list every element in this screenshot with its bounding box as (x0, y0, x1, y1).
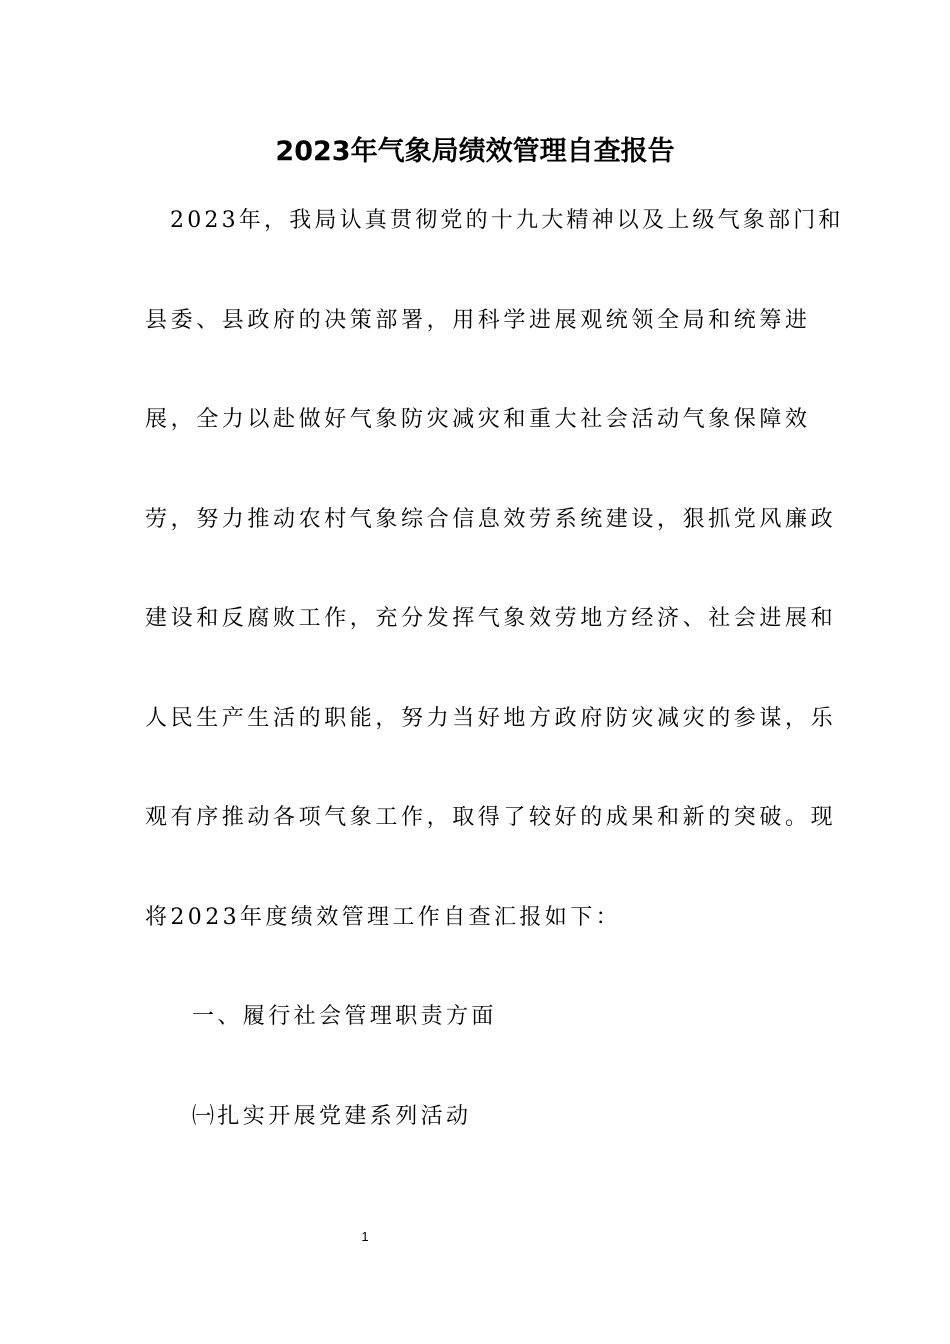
paragraph-line-4: 劳，努力推动农村气象综合信息效劳系统建设，狠抓党风廉政 (145, 507, 837, 532)
paragraph-line-1: 2023年，我局认真贯彻党的十九大精神以及上级气象部门和 (170, 208, 844, 233)
paragraph-line-6: 人民生产生活的职能，努力当好地方政府防灾减灾的参谋，乐 (145, 706, 837, 731)
paragraph-line-3: 展，全力以赴做好气象防灾减灾和重大社会活动气象保障效 (145, 407, 811, 432)
paragraph-line-5: 建设和反腐败工作，充分发挥气象效劳地方经济、社会进展和 (145, 606, 837, 631)
paragraph-line-7: 观有序推动各项气象工作，取得了较好的成果和新的突破。现 (145, 805, 837, 830)
section-heading: 一、履行社会管理职责方面 (192, 1004, 497, 1029)
paragraph-line-8: 将2023年度绩效管理工作自查汇报如下： (145, 905, 621, 930)
page-number: 1 (361, 1229, 369, 1244)
document-title: 2023年气象局绩效管理自查报告 (275, 136, 675, 167)
paragraph-line-2: 县委、县政府的决策部署，用科学进展观统领全局和统筹进 (145, 308, 811, 333)
subsection-heading: ㈠扎实开展党建系列活动 (192, 1104, 472, 1129)
